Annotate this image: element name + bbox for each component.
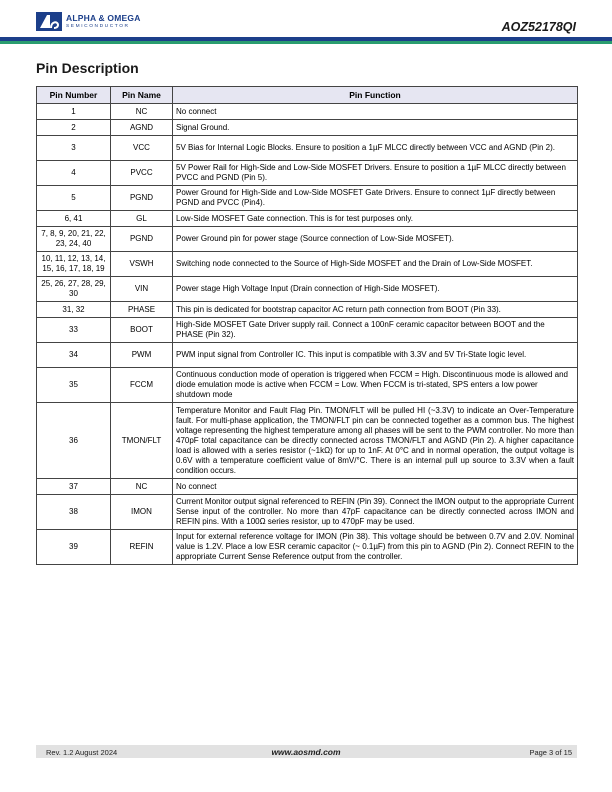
pin-function-cell: This pin is dedicated for bootstrap capacitor AC return path connection from BOOT (Pin 33). (173, 302, 578, 318)
pin-name-cell: VCC (111, 136, 173, 161)
pin-function-cell: Power Ground pin for power stage (Source connection of Low-Side MOSFET). (173, 227, 578, 252)
pin-function-cell: 5V Power Rail for High-Side and Low-Side MOSFET Drivers. Ensure to position a 1µF MLCC directly between PVCC and PGND (Pin 5). (173, 161, 578, 186)
table-header-row (37, 87, 578, 104)
pin-number-cell: 4 (37, 161, 111, 186)
pin-name-cell: TMON/FLT (111, 403, 173, 479)
pin-function-cell: Input for external reference voltage for IMON (Pin 38). This voltage should be between 0.7V and 2.0V. Nominal value is 1.2V. Place a low ESR ceramic capacitor (~ 0.1µF) from this pin to AGND (Pin 2). Connect REFIN to the appropriate Current Sense Reference output from the controller. (173, 530, 578, 565)
pin-number-cell: 31, 32 (37, 302, 111, 318)
alpha-omega-logo-icon (36, 12, 62, 31)
table-row (37, 211, 578, 227)
pin-name-cell: PGND (111, 186, 173, 211)
pin-name-cell: REFIN (111, 530, 173, 565)
header-divider-green (0, 41, 612, 44)
pin-number-cell: 10, 11, 12, 13, 14, 15, 16, 17, 18, 19 (37, 252, 111, 277)
pin-number-cell: 1 (37, 104, 111, 120)
pin-function-cell: PWM input signal from Controller IC. This input is compatible with 3.3V and 5V Tri-State logic level. (173, 343, 578, 368)
pin-number-cell: 35 (37, 368, 111, 403)
pin-number-cell: 33 (37, 318, 111, 343)
pin-function-cell: High-Side MOSFET Gate Driver supply rail. Connect a 100nF ceramic capacitor between BOOT and the PHASE (Pin 32). (173, 318, 578, 343)
pin-name-cell: VIN (111, 277, 173, 302)
pin-name-cell: BOOT (111, 318, 173, 343)
pin-number-cell: 25, 26, 27, 28, 29, 30 (37, 277, 111, 302)
pin-name-cell: VSWH (111, 252, 173, 277)
section-title: Pin Description (36, 60, 139, 76)
table-row (37, 368, 578, 403)
table-row (37, 186, 578, 211)
pin-number-cell: 37 (37, 479, 111, 495)
pin-number-cell: 6, 41 (37, 211, 111, 227)
pin-number-cell: 38 (37, 495, 111, 530)
logo-company-name: ALPHA & OMEGA (66, 13, 141, 23)
pin-function-cell: Power Ground for High-Side and Low-Side MOSFET Gate Drivers. Ensure to connect 1µF directly between PGND and PVCC (Pin4). (173, 186, 578, 211)
pin-name-cell: FCCM (111, 368, 173, 403)
column-header-pin-number: Pin Number (37, 87, 111, 104)
pin-name-cell: PVCC (111, 161, 173, 186)
table-row (37, 227, 578, 252)
table-row (37, 104, 578, 120)
logo-company-subtitle: SEMICONDUCTOR (66, 24, 130, 29)
part-number: AOZ52178QI (501, 20, 576, 34)
pin-number-cell: 3 (37, 136, 111, 161)
pin-function-cell: No connect (173, 104, 578, 120)
pin-name-cell: PWM (111, 343, 173, 368)
footer-website-link[interactable]: www.aosmd.com (271, 747, 341, 757)
column-header-pin-name: Pin Name (111, 87, 173, 104)
pin-function-cell: 5V Bias for Internal Logic Blocks. Ensure to position a 1µF MLCC directly between VCC and AGND (Pin 2). (173, 136, 578, 161)
pin-function-cell: Current Monitor output signal referenced to REFIN (Pin 39). Connect the IMON output to the appropriate Current Sense input of the controller. No more than 47pF capacitance can be directly connected across IMON and REFIN pins. With a 100Ω series resistor, up to 470pF may be used. (173, 495, 578, 530)
table-row (37, 120, 578, 136)
pin-number-cell: 7, 8, 9, 20, 21, 22, 23, 24, 40 (37, 227, 111, 252)
table-row (37, 277, 578, 302)
company-logo (36, 12, 141, 32)
pin-name-cell: IMON (111, 495, 173, 530)
pin-function-cell: Temperature Monitor and Fault Flag Pin. TMON/FLT will be pulled HI (~3.3V) to indicate an Over-Temperature fault. For multi-phase application, the TMON/FLT pin can be connected together as a common bus. The highest voltage representing the highest temperature among all phases will be sent to the PWM controller. No more than 470pF total capacitance can be directly connected across TMON/FLT and AGND (Pin 2). A higher capacitance load is allowed with a series resistor (~1kΩ) for up to 1nF. At 0°C and in normal operation, the output voltage is 0.6V with a temperature coefficient value of 8mV/°C. There is an internal pull up source to 3.3V when a fault condition occurs. (173, 403, 578, 479)
pin-name-cell: PHASE (111, 302, 173, 318)
table-row (37, 403, 578, 479)
pin-number-cell: 39 (37, 530, 111, 565)
footer-page-number: Page 3 of 15 (529, 748, 572, 757)
table-row (37, 161, 578, 186)
table-row (37, 479, 578, 495)
table-row (37, 343, 578, 368)
pin-name-cell: NC (111, 104, 173, 120)
pin-number-cell: 5 (37, 186, 111, 211)
table-row (37, 252, 578, 277)
pin-function-cell: Signal Ground. (173, 120, 578, 136)
footer-revision: Rev. 1.2 August 2024 (46, 748, 118, 757)
column-header-pin-function: Pin Function (173, 87, 578, 104)
table-row (37, 530, 578, 565)
pin-name-cell: PGND (111, 227, 173, 252)
pin-function-cell: No connect (173, 479, 578, 495)
table-row (37, 302, 578, 318)
pin-name-cell: NC (111, 479, 173, 495)
pin-function-cell: Continuous conduction mode of operation is triggered when FCCM = High. Discontinuous mode is allowed and diode emulation mode is active when FCCM = Low. When FCCM is tri-stated, SPS enters a low power shutdown mode (173, 368, 578, 403)
pin-function-cell: Low-Side MOSFET Gate connection. This is for test purposes only. (173, 211, 578, 227)
pin-function-cell: Switching node connected to the Source of High-Side MOSFET and the Drain of Low-Side MOSFET. (173, 252, 578, 277)
table-row (37, 318, 578, 343)
pin-name-cell: GL (111, 211, 173, 227)
pin-description-table (36, 86, 578, 565)
pin-number-cell: 36 (37, 403, 111, 479)
pin-name-cell: AGND (111, 120, 173, 136)
table-row (37, 495, 578, 530)
pin-function-cell: Power stage High Voltage Input (Drain connection of High-Side MOSFET). (173, 277, 578, 302)
pin-number-cell: 34 (37, 343, 111, 368)
pin-number-cell: 2 (37, 120, 111, 136)
table-row (37, 136, 578, 161)
